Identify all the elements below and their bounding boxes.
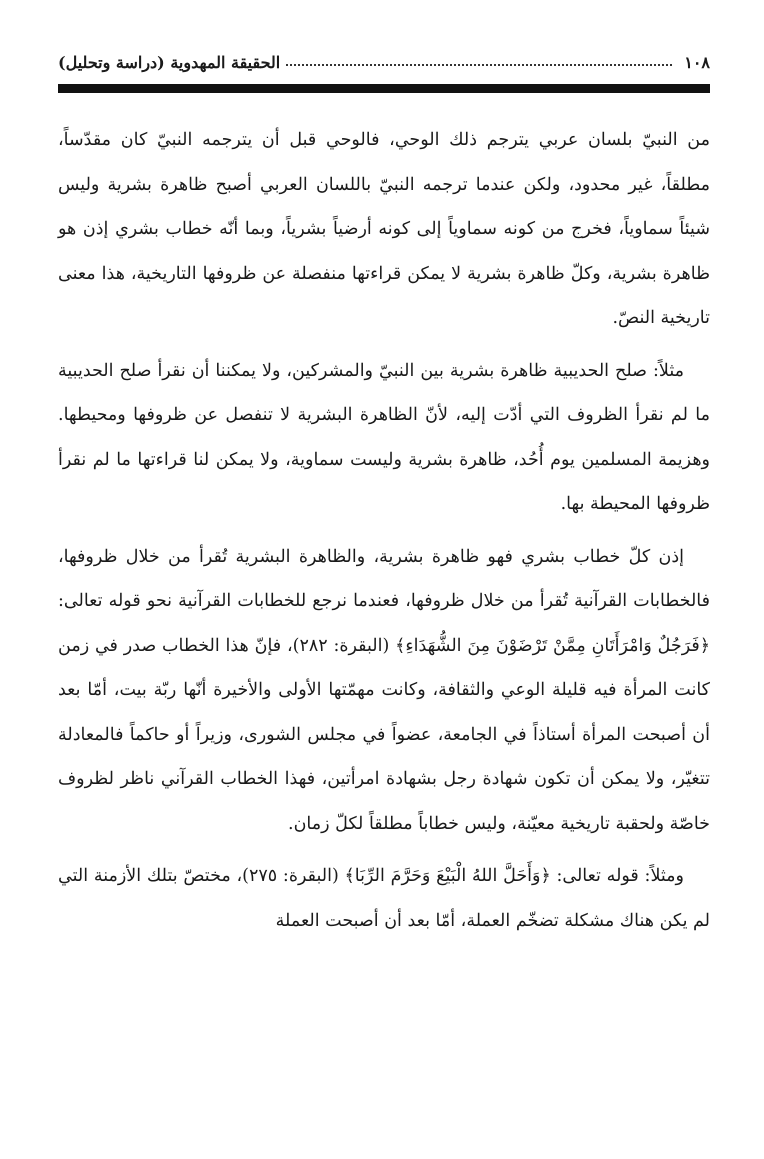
paragraph-3: إذن كلّ خطاب بشري فهو ظاهرة بشرية، والظاهرة البشرية تُقرأ من خلال ظروفها، فالخطابات القرآنية تُقرأ من خلال ظروفها، فعندما نرجع للخطابات القرآنية نحو قوله تعالى: ﴿فَرَجُلٌ وَامْرَأَتَانِ مِمَّنْ تَرْضَوْنَ مِنَ الشُّهَدَاءِ﴾ (البقرة: ٢٨٢)، فإنّ هذا الخطاب صدر في زمن كانت المرأة فيه قليلة الوعي والثقافة، وكانت مهمّتها الأولى والأخيرة أنّها ربّة بيت، أمّا بعد أن أصبحت المرأة أستاذاً في الجامعة، عضواً في مجلس الشورى، وزيراً أو حاكماً فالمعادلة تتغيّر، ولا يمكن أن تكون شهادة رجل بشهادة امرأتين، فهذا الخطاب القرآني ناظر لظروف خاصّة ولحقبة تاريخية معيّنة، وليس خطاباً مطلقاً لكلّ زمان. [58, 546, 710, 834]
running-title: الحقيقة المهدوية (دراسة وتحليل) [58, 52, 281, 72]
header-dot-leader [286, 64, 672, 66]
paragraph-4: ومثلاً: قوله تعالى: ﴿وَأَحَلَّ اللهُ الْبَيْعَ وَحَرَّمَ الرِّبَا﴾ (البقرة: ٢٧٥)، مختصّ بتلك الأزمنة التي لم يكن هناك مشكلة تضخّم العملة، أمّا بعد أن أصبحت العملة [58, 866, 710, 931]
paragraph-1: من النبيّ بلسان عربي يترجم ذلك الوحي، فالوحي قبل أن يترجمه النبيّ كان مقدّساً، مطلقاً، غير محدود، ولكن عندما ترجمه النبيّ باللسان العربي أصبح ظاهرة بشرية وليس شيئاً سماوياً، فخرج من كونه سماوياً إلى كونه أرضياً بشرياً، وبما أنّه خطاب بشري إذن هو ظاهرة بشرية، وكلّ ظاهرة بشرية لا يمكن قراءتها منفصلة عن ظروفها التاريخية، هذا معنى تاريخية النصّ. [58, 130, 710, 328]
header-rule [58, 84, 710, 93]
page-number: ١٠٨ [684, 52, 710, 72]
paragraph-2: مثلاً: صلح الحديبية ظاهرة بشرية بين النبيّ والمشركين، ولا يمكننا أن نقرأ صلح الحديبية ما لم نقرأ الظروف التي أدّت إليه، لأنّ الظاهرة البشرية لا تنفصل عن ظروفها ومحيطها. وهزيمة المسلمين يوم أُحُد، ظاهرة بشرية وليست سماوية، ولا يمكن لنا قراءتها ما لم نقرأ ظروفها المحيطة بها. [58, 360, 710, 514]
page-header [58, 45, 710, 79]
page-body [58, 118, 710, 951]
